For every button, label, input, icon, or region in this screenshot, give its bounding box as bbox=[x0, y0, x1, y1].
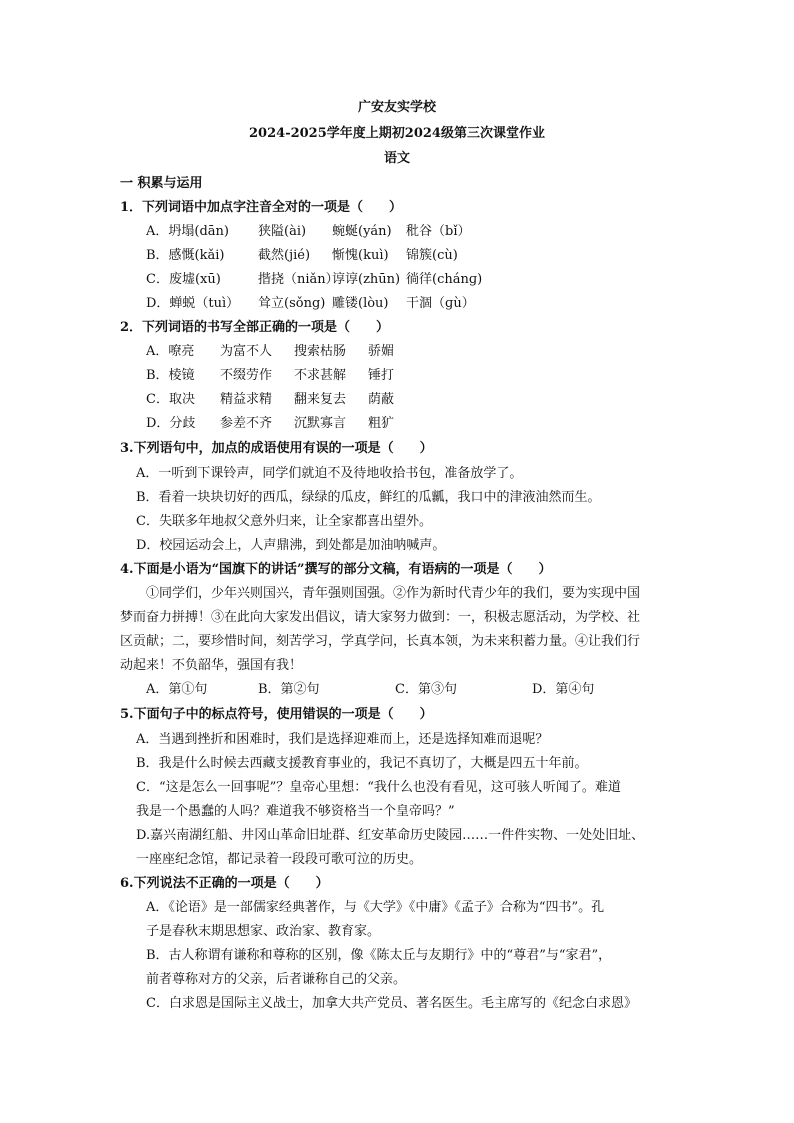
q4-para-line: ①同学们，少年兴则国兴，青年强则国强。②作为新时代青少年的我们，要为实现中国 bbox=[146, 586, 641, 601]
q4-para-line: 区贡献；二，要珍惜时间，刻苦学习，学真学问，长真本领，为未来积蓄力量。④让我们行 bbox=[120, 634, 641, 649]
q1-a-3: 蜿蜒(yán) bbox=[332, 224, 392, 239]
q2-c-1: C．取决 bbox=[146, 392, 195, 407]
q1-a-2: 狭隘(ài) bbox=[258, 224, 307, 239]
q2-b-4: 锤打 bbox=[368, 368, 395, 383]
q2-d-2: 参差不齐 bbox=[220, 416, 273, 431]
q3-option-a: A．一听到下课铃声，同学们就迫不及待地收拾书包，准备放学了。 bbox=[136, 466, 523, 481]
q5-option-a: A．当遇到挫折和困难时，我们是选择迎难而上，还是选择知难而退呢？ bbox=[136, 732, 549, 747]
q2-d-1: D．分歧 bbox=[146, 416, 196, 431]
q1-option-d bbox=[146, 295, 475, 313]
q4-option-b: B．第②句 bbox=[258, 682, 320, 697]
section-heading: 一 积累与运用 bbox=[120, 176, 203, 191]
q6-option-a-cont: 子是春秋末期思想家、政治家、教育家。 bbox=[146, 924, 381, 939]
q6-option-b-cont: 前者尊称对方的父亲，后者谦称自己的父亲。 bbox=[146, 972, 407, 987]
q2-b-1: B．棱镜 bbox=[146, 368, 195, 383]
q3-option-b: B．看着一块块切好的西瓜，绿绿的瓜皮，鲜红的瓜瓤，我口中的津液油然而生。 bbox=[136, 490, 601, 505]
exam-title: 2024-2025学年度上期初2024级第三次课堂作业 bbox=[249, 126, 545, 141]
q1-c-4: 徜徉(chánɡ) bbox=[406, 272, 483, 287]
q5-option-c: C．“这是怎么一回事呢”？皇帝心里想：“我什么也没有看见，这可骇人听闻了。难道 bbox=[136, 780, 621, 795]
q6-option-a: A．《论语》是一部儒家经典著作，与《大学》《中庸》《孟子》合称为“四书”。孔 bbox=[146, 900, 605, 915]
q1-option-b bbox=[146, 247, 458, 265]
q2-d-4: 粗犷 bbox=[368, 416, 395, 431]
q1-c-1: C．废墟(xū) bbox=[146, 272, 221, 287]
q4-para-line: 梦而奋力拼搏！③在此向大家发出倡议，请大家努力做到：一，积极志愿活动，为学校、社 bbox=[120, 610, 641, 625]
q4-option-d: D．第④句 bbox=[532, 682, 595, 697]
q1-a-1: A．坍塌(dān) bbox=[146, 224, 229, 239]
q3-option-c: C．失联多年地叔父意外归来，让全家都喜出望外。 bbox=[136, 514, 432, 529]
q2-option-a bbox=[146, 343, 394, 361]
q4-options bbox=[146, 681, 594, 699]
q6-stem: 6.下列说法不正确的一项是（ ） bbox=[120, 876, 329, 891]
q1-c-2: 揩挠（niǎn） bbox=[258, 272, 339, 287]
q1-d-4: 干涸（ɡù） bbox=[406, 296, 475, 311]
q2-c-3: 翻来复去 bbox=[294, 392, 347, 407]
q2-stem: 2．下列词语的书写全部正确的一项是（ ） bbox=[120, 320, 390, 335]
q6-option-b: B．古人称谓有谦称和尊称的区别，像《陈太丘与友期行》中的“尊君”与“家君”， bbox=[146, 948, 612, 963]
q2-c-4: 荫蔽 bbox=[368, 392, 395, 407]
q1-stem: 1．下列词语中加点字注音全对的一项是（ ） bbox=[120, 200, 403, 215]
q2-b-3: 不求甚解 bbox=[294, 368, 347, 383]
q1-d-2: 耸立(sǒng) bbox=[258, 296, 326, 311]
q3-option-d: D．校园运动会上，人声鼎沸，到处都是加油呐喊声。 bbox=[136, 538, 446, 553]
q2-c-2: 精益求精 bbox=[220, 392, 273, 407]
q1-option-c bbox=[146, 271, 482, 289]
q1-b-2: 截然(jié) bbox=[258, 248, 311, 263]
q1-d-1: D．蝉蜕（tuì） bbox=[146, 296, 240, 311]
q2-a-3: 搜索枯肠 bbox=[294, 344, 347, 359]
q2-b-2: 不缀劳作 bbox=[220, 368, 273, 383]
q1-b-1: B．感慨(kǎi) bbox=[146, 248, 225, 263]
q2-option-b bbox=[146, 367, 394, 385]
q2-option-d bbox=[146, 415, 394, 433]
q1-d-3: 雕镂(lòu) bbox=[332, 296, 389, 311]
q1-c-3: 谆谆(zhūn) bbox=[332, 272, 401, 287]
q2-d-3: 沉默寡言 bbox=[294, 416, 347, 431]
q1-option-a bbox=[146, 223, 470, 241]
q5-option-b: B．我是什么时候去西藏支援教育事业的，我记不真切了，大概是四五十年前。 bbox=[136, 756, 588, 771]
q4-option-c: C．第③句 bbox=[395, 682, 457, 697]
q1-b-3: 惭愧(kuì) bbox=[332, 248, 389, 263]
q4-option-a: A．第①句 bbox=[146, 682, 208, 697]
q2-a-2: 为富不人 bbox=[220, 344, 273, 359]
q5-option-c-cont: 我是一个愚蠢的人吗？难道我不够资格当一个皇帝吗？” bbox=[136, 804, 455, 819]
q3-stem: 3.下列语句中，加点的成语使用有误的一项是（ ） bbox=[120, 441, 433, 456]
q5-stem: 5.下面句子中的标点符号，使用错误的一项是（ ） bbox=[120, 707, 433, 722]
q6-option-c: C．白求恩是国际主义战士，加拿大共产党员、著名医生。毛主席写的《纪念白求恩》 bbox=[146, 996, 637, 1011]
q5-option-d-cont: 一座座纪念馆，都记录着一段段可歌可泣的历史。 bbox=[136, 852, 423, 867]
q4-para-line: 动起来！不负韶华，强国有我！ bbox=[120, 658, 303, 673]
subject-title: 语文 bbox=[383, 151, 410, 166]
q4-stem: 4.下面是小语为“国旗下的讲话”撰写的部分文稿，有语病的一项是（ ） bbox=[120, 562, 552, 577]
q1-a-4: 秕谷（bǐ） bbox=[406, 224, 471, 239]
q2-option-c bbox=[146, 391, 394, 409]
q2-a-4: 骄媚 bbox=[368, 344, 395, 359]
school-name: 广安友实学校 bbox=[357, 100, 436, 115]
q1-b-4: 锦簇(cù) bbox=[406, 248, 458, 263]
q2-a-1: A．嘹亮 bbox=[146, 344, 195, 359]
q5-option-d: D.嘉兴南湖红船、井冈山革命旧址群、红安革命历史陵园……一件件实物、一处处旧址、 bbox=[136, 828, 645, 843]
